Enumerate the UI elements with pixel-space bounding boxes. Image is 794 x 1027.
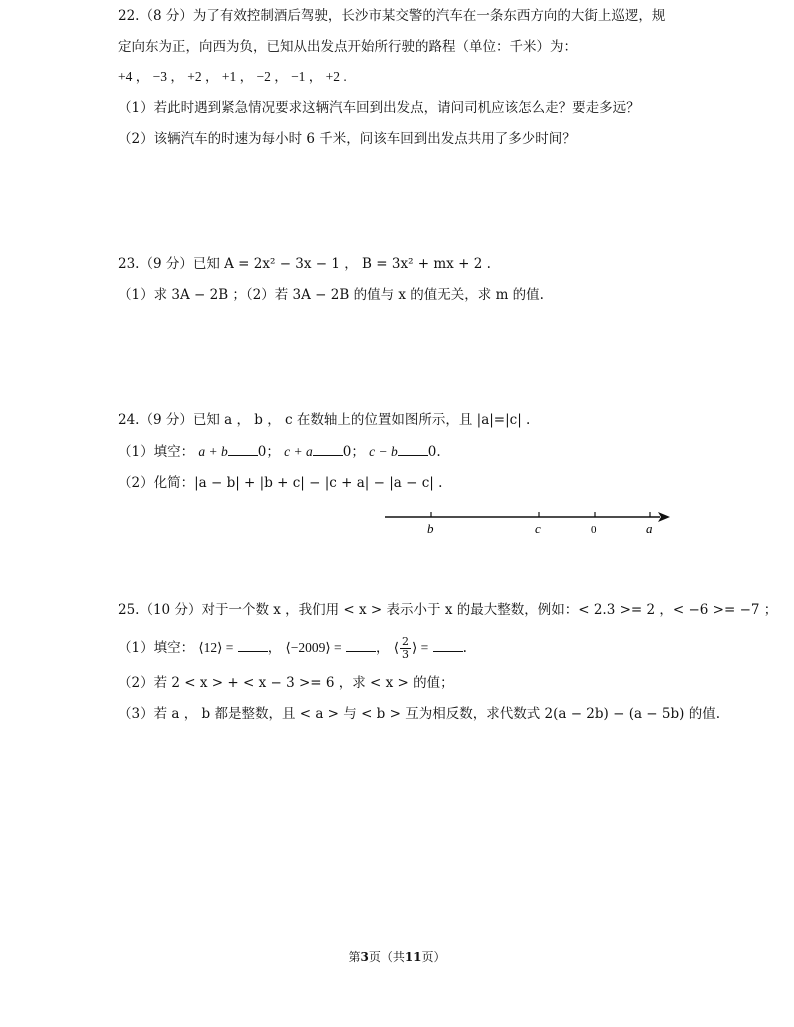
q25-part3: （3）若 a ， b 都是整数，且 < a > 与 < b > 互为相反数，求代数式 2(a − 2b) − (a − 5b) 的值. [118, 706, 720, 722]
q24-intro: 24.（9 分）已知 a ， b ， c 在数轴上的位置如图所示，且 |a|=|c| . [118, 412, 531, 428]
footer-page-number: 3 [360, 950, 369, 964]
q25-item-frac-open: ⟨ [393, 640, 400, 655]
label-0: 0 [591, 524, 597, 536]
q24-sep-2: ； [351, 444, 365, 460]
q25-frac-den: 3 [402, 648, 410, 661]
q24-zero-1: 0 [257, 444, 267, 460]
q23-intro: 23.（9 分）已知 A = 2x² − 3x − 1 ， B = 3x² + mx + 2 . [118, 256, 491, 272]
label-c: c [535, 521, 541, 536]
q25-comma-1: ， [267, 640, 282, 656]
q25-item-12: ⟨12⟩ = [198, 640, 234, 655]
q25-item-frac-close: ⟩ = [412, 640, 429, 655]
q22-part1: （1）若此时遇到紧急情况要求这辆汽车回到出发点，请问司机应该怎么走？要走多远？ [118, 100, 640, 116]
footer-suffix: 页） [421, 950, 446, 964]
q24-part1-label: （1）填空： [118, 444, 195, 460]
q24-blank-2[interactable] [313, 441, 343, 456]
q24-expr-c-plus-a: c + a [284, 444, 313, 459]
q22-part2: （2）该辆汽车的时速为每小时 6 千米，问该车回到出发点共用了多少时间？ [118, 131, 576, 147]
q24-end: . [436, 444, 441, 460]
footer-mid: 页（共 [368, 950, 405, 964]
q24-sep-1: ； [266, 444, 280, 460]
q25-end: . [462, 640, 467, 656]
q25-blank-2[interactable] [346, 637, 376, 652]
label-b: b [427, 521, 434, 536]
q25-blank-1[interactable] [238, 637, 268, 652]
q22-intro-line1: 22.（8 分）为了有效控制酒后驾驶，长沙市某交警的汽车在一条东西方向的大街上巡逻，规 [118, 8, 666, 24]
q24-part1 [118, 441, 441, 462]
q24-part2: （2）化简：|a − b| + |b + c| − |c + a| − |a − c| . [118, 475, 443, 491]
q24-zero-3: 0 [427, 444, 437, 460]
q24-blank-3[interactable] [398, 441, 428, 456]
page-footer [0, 948, 794, 965]
q25-comma-2: ， [375, 640, 390, 656]
q25-intro: 25.（10 分）对于一个数 x ，我们用 < x > 表示小于 x 的最大整数，例如：< 2.3 >= 2 ，< −6 >= −7 ； [118, 602, 778, 618]
q22-intro-line2: 定向东为正，向西为负，已知从出发点开始所行驶的路程（单位：千米）为： [118, 39, 577, 55]
q25-part1 [118, 636, 467, 661]
q24-expr-a-plus-b: a + b [198, 444, 228, 459]
q25-fraction [400, 636, 411, 661]
q25-item-2009: ⟨−2009⟩ = [285, 640, 342, 655]
q24-blank-1[interactable] [228, 441, 258, 456]
q24-number-line [380, 500, 680, 540]
footer-total-pages: 11 [404, 950, 422, 964]
q22-distance-data: +4 ， −3 ， +2 ， +1 ， −2 ， −1 ， +2 . [118, 69, 347, 84]
q25-part2: （2）若 2 < x > + < x − 3 >= 6 ，求 < x > 的值； [118, 675, 454, 691]
footer-prefix: 第 [348, 950, 361, 964]
q25-blank-3[interactable] [433, 637, 463, 652]
q25-part1-label: （1）填空： [118, 640, 195, 656]
q25-frac-num: 2 [402, 635, 410, 648]
q24-zero-2: 0 [342, 444, 352, 460]
q23-part: （1）求 3A − 2B ；（2）若 3A − 2B 的值与 x 的值无关，求 m 的值. [118, 287, 544, 303]
q24-expr-c-minus-b: c − b [369, 444, 398, 459]
label-a: a [646, 521, 653, 536]
